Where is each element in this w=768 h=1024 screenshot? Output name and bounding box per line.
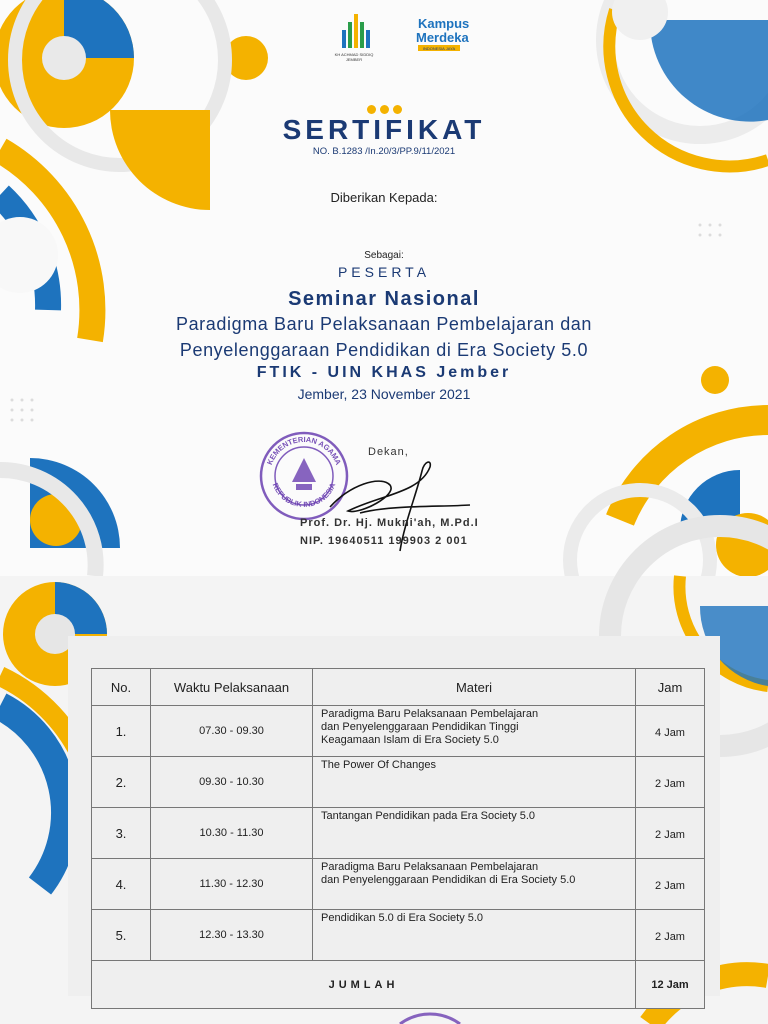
svg-text:JEMBER: JEMBER (345, 57, 363, 62)
event-topic-line-1: Paradigma Baru Pelaksanaan Pembelajaran dan (175, 314, 593, 334)
total-label: JUMLAH (92, 961, 636, 1009)
table-row (92, 706, 705, 757)
row-materi (313, 757, 636, 808)
row-time: 12.30 - 13.30 (151, 910, 313, 961)
materi-line: Pendidikan 5.0 di Era Society 5.0 (321, 912, 484, 924)
svg-text:KH ACHMAD SIDDIQ: KH ACHMAD SIDDIQ (334, 52, 374, 57)
row-materi (313, 706, 636, 757)
row-time: 10.30 - 11.30 (151, 808, 313, 859)
header-no: No. (92, 669, 151, 706)
row-jam: 4 Jam (636, 706, 705, 757)
signer-nip: NIP. 19640511 199903 2 001 (300, 535, 468, 547)
header-logos (330, 10, 470, 62)
svg-text:Kampus: Kampus (418, 16, 470, 31)
row-materi (313, 808, 636, 859)
row-time: 07.30 - 09.30 (151, 706, 313, 757)
event-topic-line-2: Penyelenggaraan Pendidikan di Era Society 5.0 (179, 340, 589, 360)
participant-role: PESERTA (337, 264, 431, 280)
header-jam: Jam (636, 669, 705, 706)
svg-text:Merdeka: Merdeka (416, 30, 469, 45)
table-row (92, 910, 705, 961)
table-row (92, 859, 705, 910)
row-jam: 2 Jam (636, 808, 705, 859)
header-waktu: Waktu Pelaksanaan (151, 669, 313, 706)
row-time: 11.30 - 12.30 (151, 859, 313, 910)
schedule-table (91, 668, 705, 1009)
materi-line: dan Penyelenggaraan Pendidikan Tinggi (321, 721, 519, 733)
materi-line: The Power Of Changes (321, 759, 436, 771)
certificate-title: SERTIFIKAT (282, 114, 486, 145)
table-row (92, 808, 705, 859)
materi-line: Tantangan Pendidikan pada Era Society 5.0 (321, 810, 536, 822)
svg-text:KEMENTERIAN AGAMA: KEMENTERIAN AGAMA (265, 434, 343, 467)
row-materi (313, 910, 636, 961)
table-header-row (92, 669, 705, 706)
total-value: 12 Jam (636, 961, 705, 1009)
row-materi (313, 859, 636, 910)
row-number: 3. (92, 808, 151, 859)
materi-line: dan Penyelenggaraan Pendidikan di Era Society 5.0 (321, 874, 576, 886)
row-jam: 2 Jam (636, 757, 705, 808)
institution-logo (330, 10, 470, 62)
header-materi: Materi (313, 669, 636, 706)
event-name: Seminar Nasional (288, 288, 480, 310)
row-number: 2. (92, 757, 151, 808)
row-number: 1. (92, 706, 151, 757)
dean-label: Dekan, (368, 446, 409, 458)
certificate-number: NO. B.1283 /In.20/3/PP.9/11/2021 (312, 146, 456, 157)
svg-text:REPUBLIK INDONESIA: REPUBLIK INDONESIA (270, 481, 338, 510)
total-row (92, 961, 705, 1009)
given-to-label: Diberikan Kepada: (330, 190, 438, 205)
as-label: Sebagai: (364, 250, 404, 261)
row-jam: 2 Jam (636, 859, 705, 910)
materi-line: Keagamaan Islam di Era Society 5.0 (321, 734, 499, 746)
row-number: 5. (92, 910, 151, 961)
organizer: FTIK - UIN KHAS Jember (256, 364, 512, 381)
materi-line: Paradigma Baru Pelaksanaan Pembelajaran (321, 861, 539, 873)
place-date: Jember, 23 November 2021 (297, 386, 471, 402)
schedule-page (0, 576, 768, 1024)
svg-text:INDONESIA JAYA: INDONESIA JAYA (422, 46, 456, 51)
row-time: 09.30 - 10.30 (151, 757, 313, 808)
row-jam: 2 Jam (636, 910, 705, 961)
row-number: 4. (92, 859, 151, 910)
table-row (92, 757, 705, 808)
signer-name: Prof. Dr. Hj. Mukni'ah, M.Pd.I (300, 517, 479, 529)
materi-line: Paradigma Baru Pelaksanaan Pembelajaran (321, 708, 539, 720)
